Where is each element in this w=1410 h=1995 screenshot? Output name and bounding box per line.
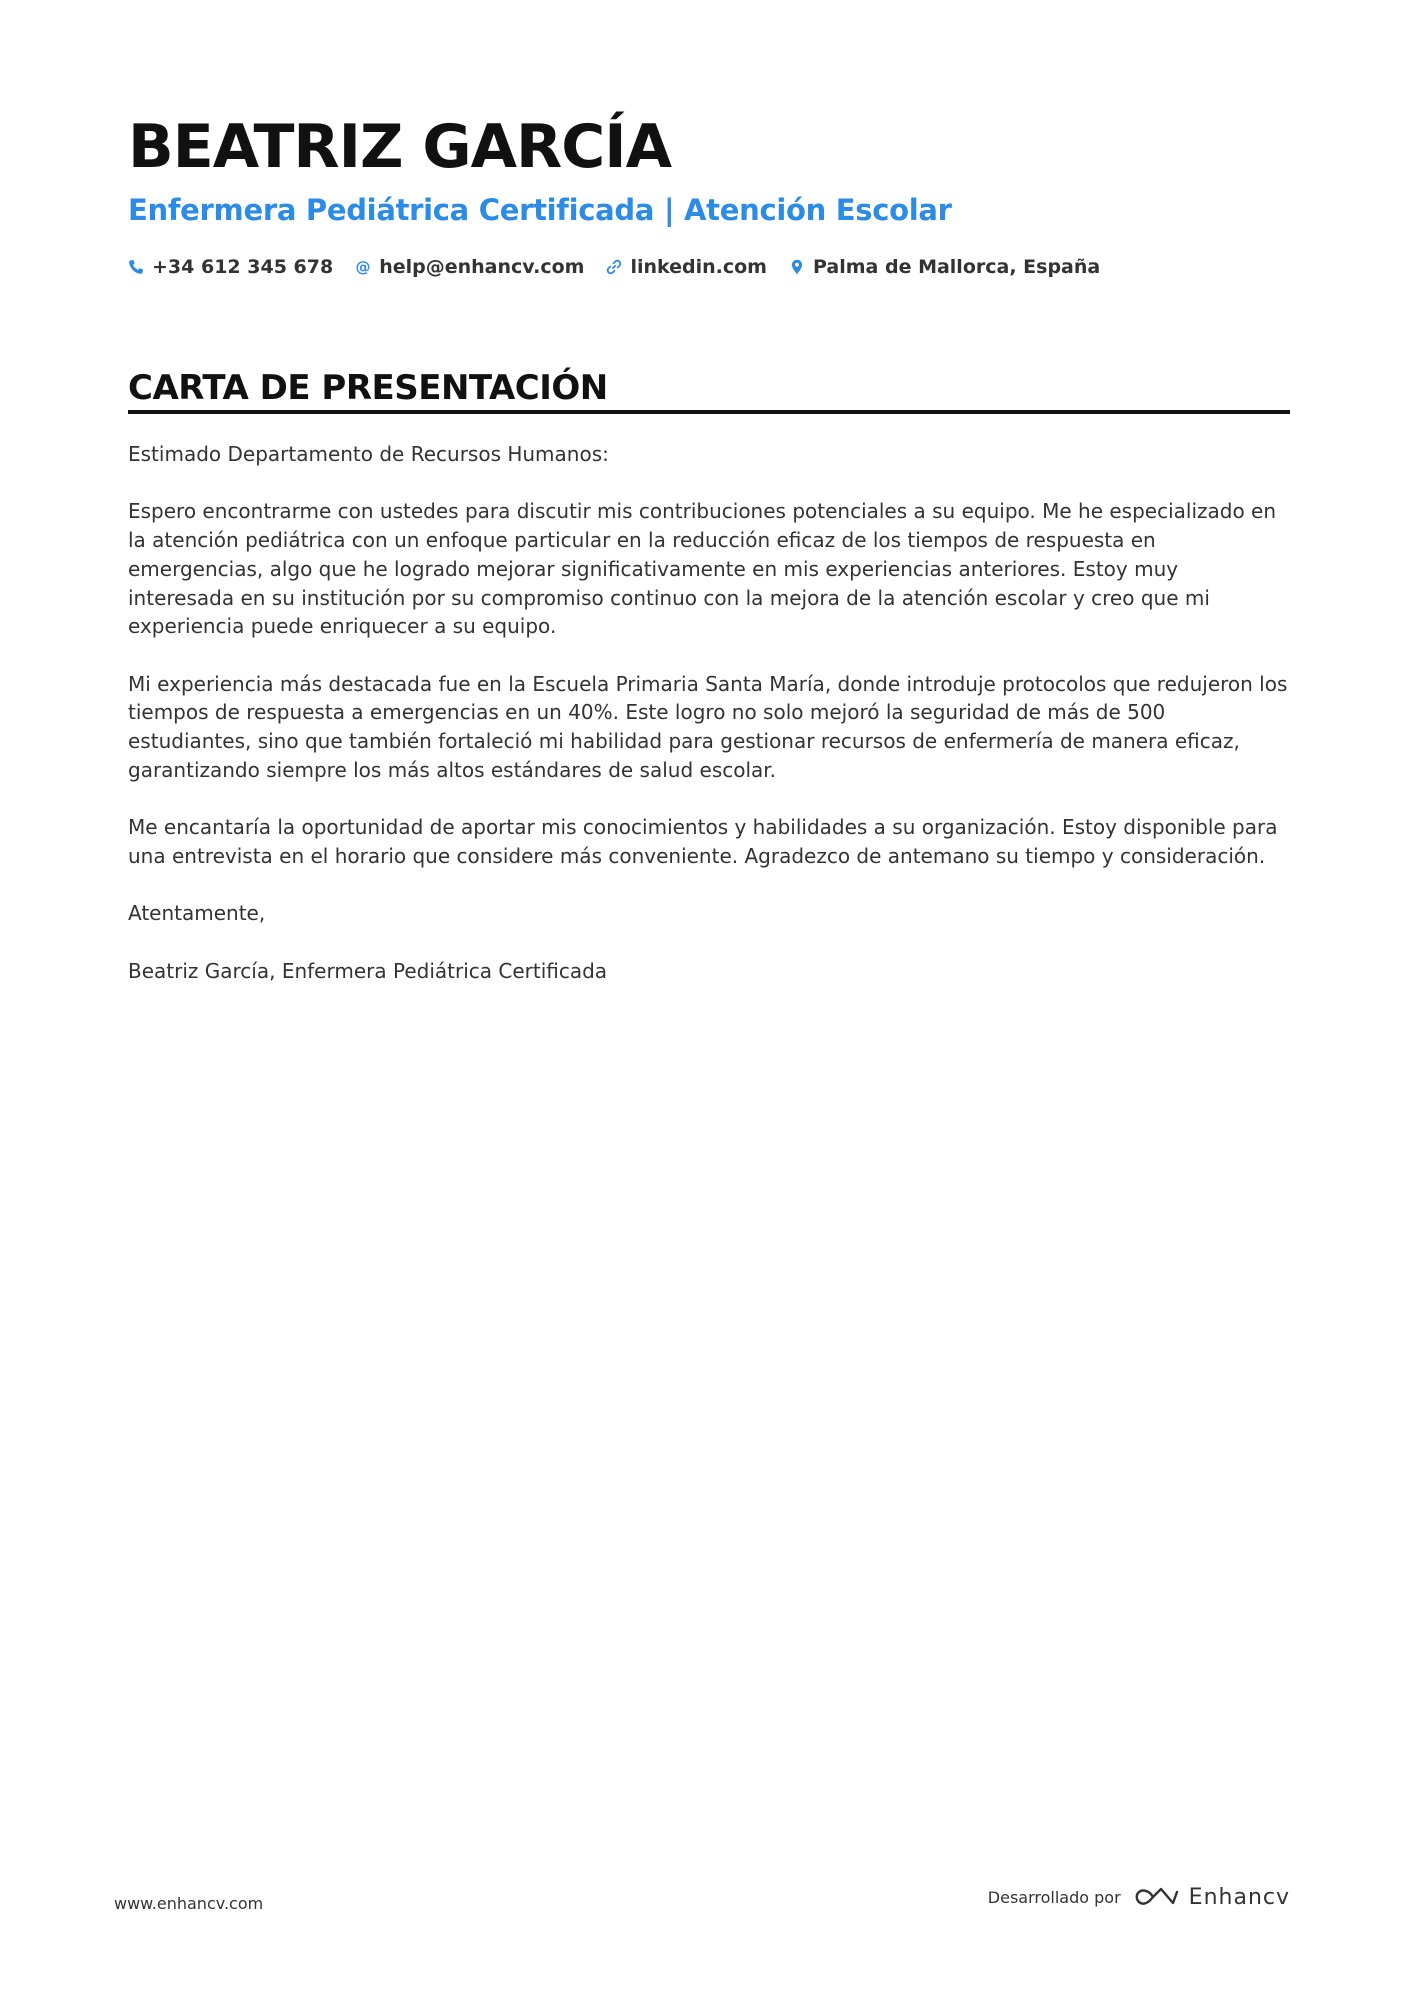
at-icon [355, 259, 371, 275]
powered-by-label: Desarrollado por [987, 1887, 1121, 1907]
candidate-title: Enfermera Pediátrica Certificada | Atención Escolar [128, 193, 952, 227]
contact-email-text: help@enhancv.com [379, 256, 585, 278]
contact-bar [128, 252, 1122, 282]
contact-linkedin [606, 252, 767, 282]
section-divider [128, 410, 1290, 414]
contact-linkedin-text: linkedin.com [630, 256, 767, 278]
contact-location [789, 252, 1100, 282]
footer-url-link[interactable]: www.enhancv.com [114, 1894, 264, 1913]
phone-icon [128, 259, 144, 275]
contact-phone [128, 252, 333, 282]
letter-closing: Atentamente, [128, 901, 266, 926]
brand-name: Enhancv [1188, 1884, 1290, 1910]
letter-greeting: Estimado Departamento de Recursos Humanos: [128, 442, 609, 466]
contact-location-text: Palma de Mallorca, España [812, 256, 1101, 278]
letter-signature: Beatriz García, Enfermera Pediátrica Certificada [128, 958, 608, 983]
enhancv-logo-icon [1133, 1884, 1179, 1910]
letter-paragraph: Mi experiencia más destacada fue en la Escuela Primaria Santa María, donde introduje protocolos que redujeron los tiempos de respuesta a emergencias en un 40%. Este logro no solo mejoró la seguridad de más de 500 estudiantes, sino que también fortaleció mi habilidad para gestionar recursos de enfermería de manera eficaz, garantizando siempre los más altos estándares de salud escolar. [128, 671, 1288, 782]
contact-phone-text: +34 612 345 678 [152, 256, 334, 278]
link-icon [606, 259, 622, 275]
candidate-name: BEATRIZ GARCÍA [128, 112, 672, 182]
powered-by [988, 1884, 1290, 1910]
letter-paragraph: Me encantaría la oportunidad de aportar mis conocimientos y habilidades a su organización. Estoy disponible para una entrevista en el horario que considere más conveniente. Agradezco de antemano su tiempo y consideración. [128, 815, 1278, 868]
section-heading: CARTA DE PRESENTACIÓN [128, 368, 608, 408]
contact-email [355, 252, 584, 282]
letter-body [128, 440, 1290, 1014]
letter-paragraph: Espero encontrarme con ustedes para discutir mis contribuciones potenciales a su equipo. Me he especializado en la atención pediátrica con un enfoque particular en la reducción eficaz de los tiempos de respuesta en emergencias, algo que he logrado mejorar significativamente en mis experiencias anteriores. Estoy muy interesada en su institución por su compromiso continuo con la mejora de la atención escolar y creo que mi experiencia puede enriquecer a su equipo. [128, 499, 1277, 639]
location-pin-icon [789, 259, 805, 275]
svg-text:@: @ [355, 259, 371, 275]
